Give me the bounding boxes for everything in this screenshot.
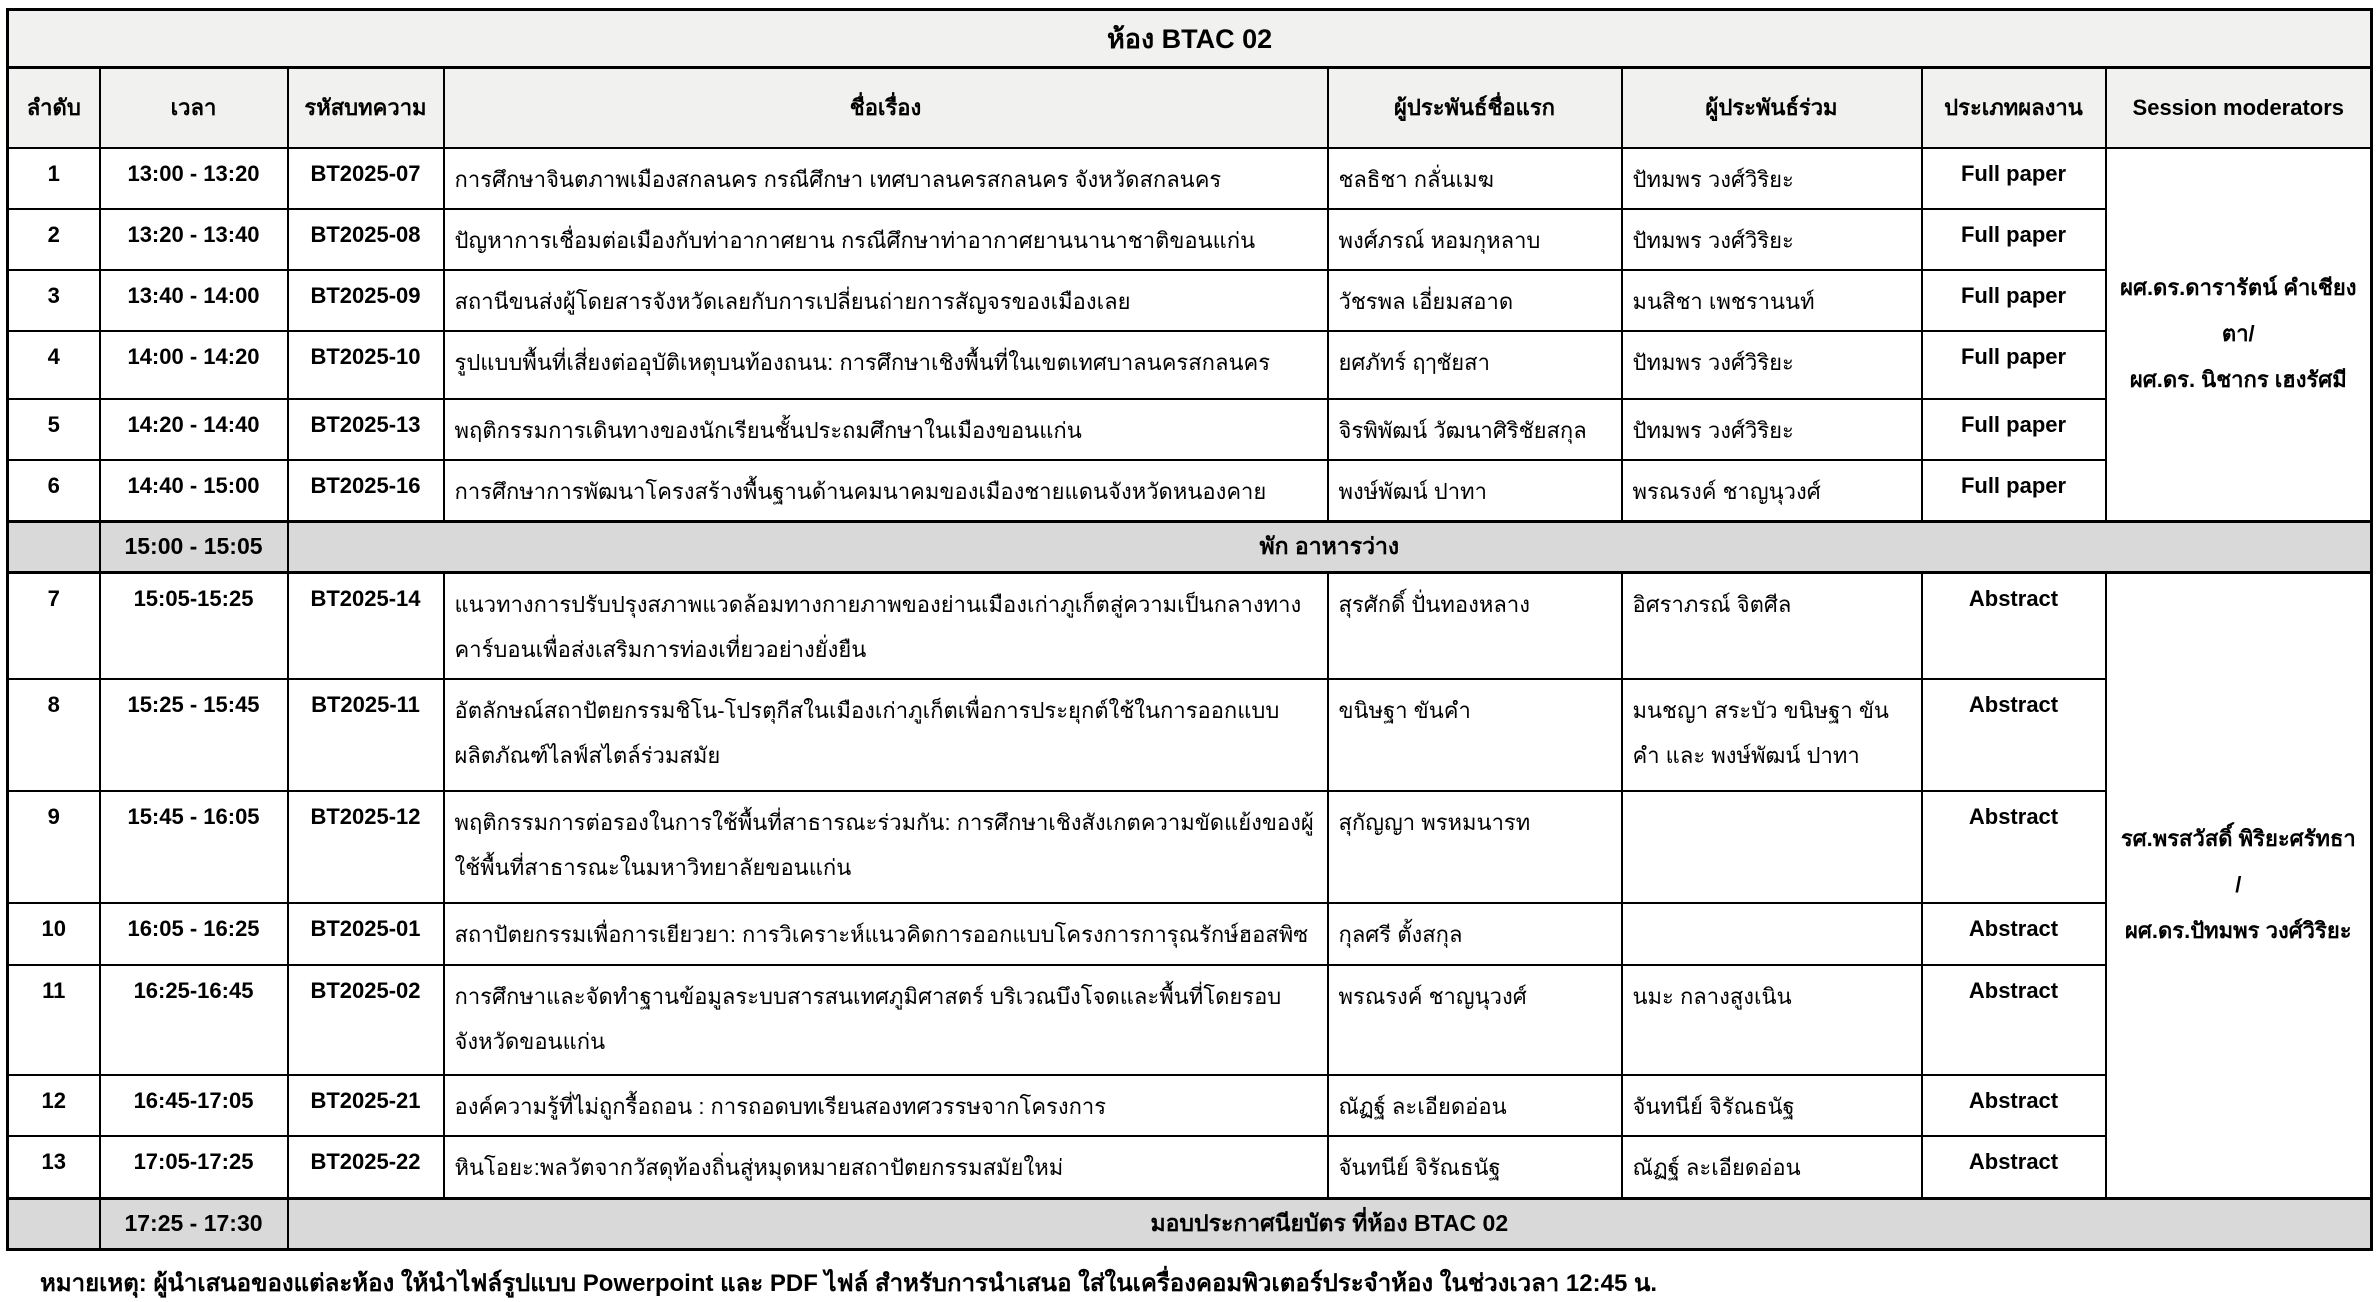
paper-code-cell: BT2025-14 [288, 572, 444, 679]
paper-title-cell: อัตลักษณ์สถาปัตยกรรมชิโน-โปรตุกีสในเมืองเก่าภูเก็ตเพื่อการประยุกต์ใช้ในการออกแบบผลิตภัณฑ์ไลฟ์สไตล์ร่วมสมัย [444, 679, 1328, 791]
time-cell: 14:40 - 15:00 [100, 460, 288, 522]
footer-note: หมายเหตุ: ผู้นำเสนอของแต่ละห้อง ให้นำไฟล์รูปแบบ Powerpoint และ PDF ไฟล์ สำหรับการนำเสนอ ใส่ในเครื่องคอมพิวเตอร์ประจำห้อง ในช่วงเวลา 12:45 น. [6, 1251, 2370, 1302]
time-cell: 16:05 - 16:25 [100, 903, 288, 965]
work-type-cell: Abstract [1922, 572, 2106, 679]
break-row [8, 521, 2372, 572]
work-type-cell: Full paper [1922, 209, 2106, 270]
co-author-cell: มนชญา สระบัว ขนิษฐา ขันคำ และ พงษ์พัฒน์ ปาทา [1622, 679, 1922, 791]
session-number-cell: 1 [8, 148, 100, 209]
paper-title-cell: การศึกษาการพัฒนาโครงสร้างพื้นฐานด้านคมนาคมของเมืองชายแดนจังหวัดหนองคาย [444, 460, 1328, 522]
work-type-cell: Abstract [1922, 965, 2106, 1075]
column-header-session-moderators: Session moderators [2106, 68, 2372, 148]
paper-title-cell: การศึกษาและจัดทำฐานข้อมูลระบบสารสนเทศภูมิศาสตร์ บริเวณบึงโจดและพื้นที่โดยรอบจังหวัดขอนแก่น [444, 965, 1328, 1075]
first-author-cell: พรณรงค์ ชาญนุวงศ์ [1328, 965, 1622, 1075]
first-author-cell: พงศ์ภรณ์ หอมกุหลาบ [1328, 209, 1622, 270]
first-author-cell: ขนิษฐา ขันคำ [1328, 679, 1622, 791]
co-author-cell [1622, 903, 1922, 965]
session-number-cell: 8 [8, 679, 100, 791]
co-author-cell: พรณรงค์ ชาญนุวงศ์ [1622, 460, 1922, 522]
first-author-cell: จันทนีย์ จิรัณธนัฐ [1328, 1136, 1622, 1198]
moderator-name-line: ผศ.ดร.ปัทมพร วงศ์วิริยะ [2125, 918, 2352, 944]
co-author-cell: ปัทมพร วงศ์วิริยะ [1622, 331, 1922, 399]
moderator-name-line: ผศ.ดร.ดารารัตน์ คำเชียงตา/ [2120, 274, 2357, 347]
session-row [8, 791, 2372, 903]
session-number-cell: 2 [8, 209, 100, 270]
session-row [8, 460, 2372, 522]
column-header-title: ชื่อเรื่อง [444, 68, 1328, 148]
paper-title-cell: การศึกษาจินตภาพเมืองสกลนคร กรณีศึกษา เทศบาลนครสกลนคร จังหวัดสกลนคร [444, 148, 1328, 209]
column-header-first-author: ผู้ประพันธ์ชื่อแรก [1328, 68, 1622, 148]
time-cell: 15:05-15:25 [100, 572, 288, 679]
session-number-cell: 6 [8, 460, 100, 522]
session-number-cell: 5 [8, 399, 100, 460]
column-header-time: เวลา [100, 68, 288, 148]
session-number-cell: 13 [8, 1136, 100, 1198]
time-cell: 14:00 - 14:20 [100, 331, 288, 399]
co-author-cell: จันทนีย์ จิรัณธนัฐ [1622, 1075, 1922, 1136]
first-author-cell: ชลธิชา กลั่นเมฆ [1328, 148, 1622, 209]
paper-title-cell: สถานีขนส่งผู้โดยสารจังหวัดเลยกับการเปลี่ยนถ่ายการสัญจรของเมืองเลย [444, 270, 1328, 331]
session-moderators-cell [2106, 572, 2372, 1198]
session-number-cell: 3 [8, 270, 100, 331]
work-type-cell: Abstract [1922, 1075, 2106, 1136]
first-author-cell: พงษ์พัฒน์ ปาทา [1328, 460, 1622, 522]
room-title: ห้อง BTAC 02 [8, 10, 2372, 68]
paper-code-cell: BT2025-01 [288, 903, 444, 965]
paper-title-cell: องค์ความรู้ที่ไม่ถูกรื้อถอน : การถอดบทเรียนสองทศวรรษจากโครงการ [444, 1075, 1328, 1136]
co-author-cell: ปัทมพร วงศ์วิริยะ [1622, 399, 1922, 460]
first-author-cell: สุกัญญา พรหมนารท [1328, 791, 1622, 903]
session-row [8, 965, 2372, 1075]
time-cell: 17:05-17:25 [100, 1136, 288, 1198]
time-cell: 13:20 - 13:40 [100, 209, 288, 270]
time-cell: 14:20 - 14:40 [100, 399, 288, 460]
co-author-cell: มนสิชา เพชรานนท์ [1622, 270, 1922, 331]
break-number-cell [8, 521, 100, 572]
table-title-row [8, 10, 2372, 68]
paper-code-cell: BT2025-02 [288, 965, 444, 1075]
work-type-cell: Abstract [1922, 679, 2106, 791]
work-type-cell: Full paper [1922, 399, 2106, 460]
work-type-cell: Full paper [1922, 460, 2106, 522]
break-time-cell: 15:00 - 15:05 [100, 521, 288, 572]
session-block-1 [8, 148, 2372, 522]
session-number-cell: 4 [8, 331, 100, 399]
first-author-cell: วัชรพล เอี่ยมสอาด [1328, 270, 1622, 331]
session-row [8, 1075, 2372, 1136]
work-type-cell: Full paper [1922, 270, 2106, 331]
column-header-paper-code: รหัสบทความ [288, 68, 444, 148]
work-type-cell: Abstract [1922, 1136, 2106, 1198]
time-cell: 15:25 - 15:45 [100, 679, 288, 791]
work-type-cell: Full paper [1922, 148, 2106, 209]
time-cell: 16:25-16:45 [100, 965, 288, 1075]
closing-time-cell: 17:25 - 17:30 [100, 1198, 288, 1249]
session-number-cell: 10 [8, 903, 100, 965]
first-author-cell: กุลศรี ตั้งสกุล [1328, 903, 1622, 965]
closing-label-cell: มอบประกาศนียบัตร ที่ห้อง BTAC 02 [288, 1198, 2372, 1249]
column-header-work-type: ประเภทผลงาน [1922, 68, 2106, 148]
paper-code-cell: BT2025-13 [288, 399, 444, 460]
session-row [8, 148, 2372, 209]
session-row [8, 1136, 2372, 1198]
closing-row [8, 1198, 2372, 1249]
session-row [8, 331, 2372, 399]
work-type-cell: Full paper [1922, 331, 2106, 399]
work-type-cell: Abstract [1922, 791, 2106, 903]
paper-code-cell: BT2025-16 [288, 460, 444, 522]
session-row [8, 209, 2372, 270]
co-author-cell: ปัทมพร วงศ์วิริยะ [1622, 148, 1922, 209]
session-number-cell: 12 [8, 1075, 100, 1136]
paper-title-cell: สถาปัตยกรรมเพื่อการเยียวยา: การวิเคราะห์แนวคิดการออกแบบโครงการการุณรักษ์ฮอสพิซ [444, 903, 1328, 965]
column-header-co-author: ผู้ประพันธ์ร่วม [1622, 68, 1922, 148]
header-row [8, 68, 2372, 148]
paper-code-cell: BT2025-11 [288, 679, 444, 791]
time-cell: 13:00 - 13:20 [100, 148, 288, 209]
paper-code-cell: BT2025-12 [288, 791, 444, 903]
session-number-cell: 11 [8, 965, 100, 1075]
session-row [8, 903, 2372, 965]
first-author-cell: ณัฏฐ์ ละเอียดอ่อน [1328, 1075, 1622, 1136]
work-type-cell: Abstract [1922, 903, 2106, 965]
moderator-name-line: รศ.พรสวัสดิ์ พิริยะศรัทธา / [2120, 826, 2356, 898]
column-header-number: ลำดับ [8, 68, 100, 148]
paper-code-cell: BT2025-10 [288, 331, 444, 399]
paper-title-cell: พฤติกรรมการเดินทางของนักเรียนชั้นประถมศึกษาในเมืองขอนแก่น [444, 399, 1328, 460]
co-author-cell: อิศราภรณ์ จิตศีล [1622, 572, 1922, 679]
time-cell: 15:45 - 16:05 [100, 791, 288, 903]
session-block-2 [8, 572, 2372, 1198]
paper-title-cell: แนวทางการปรับปรุงสภาพแวดล้อมทางกายภาพของย่านเมืองเก่าภูเก็ตสู่ความเป็นกลางทางคาร์บอนเพื่อส่งเสริมการท่องเที่ยวอย่างยั่งยืน [444, 572, 1328, 679]
first-author-cell: ยศภัทร์ ฤๅชัยสา [1328, 331, 1622, 399]
co-author-cell: นมะ กลางสูงเนิน [1622, 965, 1922, 1075]
closing-number-cell [8, 1198, 100, 1249]
first-author-cell: จิรพิพัฒน์ วัฒนาศิริชัยสกุล [1328, 399, 1622, 460]
session-row [8, 679, 2372, 791]
time-cell: 13:40 - 14:00 [100, 270, 288, 331]
paper-title-cell: พฤติกรรมการต่อรองในการใช้พื้นที่สาธารณะร่วมกัน: การศึกษาเชิงสังเกตความขัดแย้งของผู้ใช้พื้นที่สาธารณะในมหาวิทยาลัยขอนแก่น [444, 791, 1328, 903]
paper-code-cell: BT2025-22 [288, 1136, 444, 1198]
session-moderators-cell [2106, 148, 2372, 522]
paper-code-cell: BT2025-07 [288, 148, 444, 209]
session-row [8, 399, 2372, 460]
first-author-cell: สุรศักดิ์ ปั่นทองหลาง [1328, 572, 1622, 679]
paper-title-cell: ปัญหาการเชื่อมต่อเมืองกับท่าอากาศยาน กรณีศึกษาท่าอากาศยานนานาชาติขอนแก่น [444, 209, 1328, 270]
co-author-cell: ณัฏฐ์ ละเอียดอ่อน [1622, 1136, 1922, 1198]
moderator-name-line: ผศ.ดร. นิชากร เฮงรัศมี [2129, 367, 2347, 393]
session-row [8, 572, 2372, 679]
session-row [8, 270, 2372, 331]
paper-code-cell: BT2025-08 [288, 209, 444, 270]
session-number-cell: 7 [8, 572, 100, 679]
co-author-cell: ปัทมพร วงศ์วิริยะ [1622, 209, 1922, 270]
paper-code-cell: BT2025-09 [288, 270, 444, 331]
paper-code-cell: BT2025-21 [288, 1075, 444, 1136]
session-schedule-table [6, 8, 2373, 1251]
paper-title-cell: รูปแบบพื้นที่เสี่ยงต่ออุบัติเหตุบนท้องถนน: การศึกษาเชิงพื้นที่ในเขตเทศบาลนครสกลนคร [444, 331, 1328, 399]
time-cell: 16:45-17:05 [100, 1075, 288, 1136]
break-label-cell: พัก อาหารว่าง [288, 521, 2372, 572]
session-number-cell: 9 [8, 791, 100, 903]
paper-title-cell: หินโอยะ:พลวัตจากวัสดุท้องถิ่นสู่หมุดหมายสถาปัตยกรรมสมัยใหม่ [444, 1136, 1328, 1198]
co-author-cell [1622, 791, 1922, 903]
